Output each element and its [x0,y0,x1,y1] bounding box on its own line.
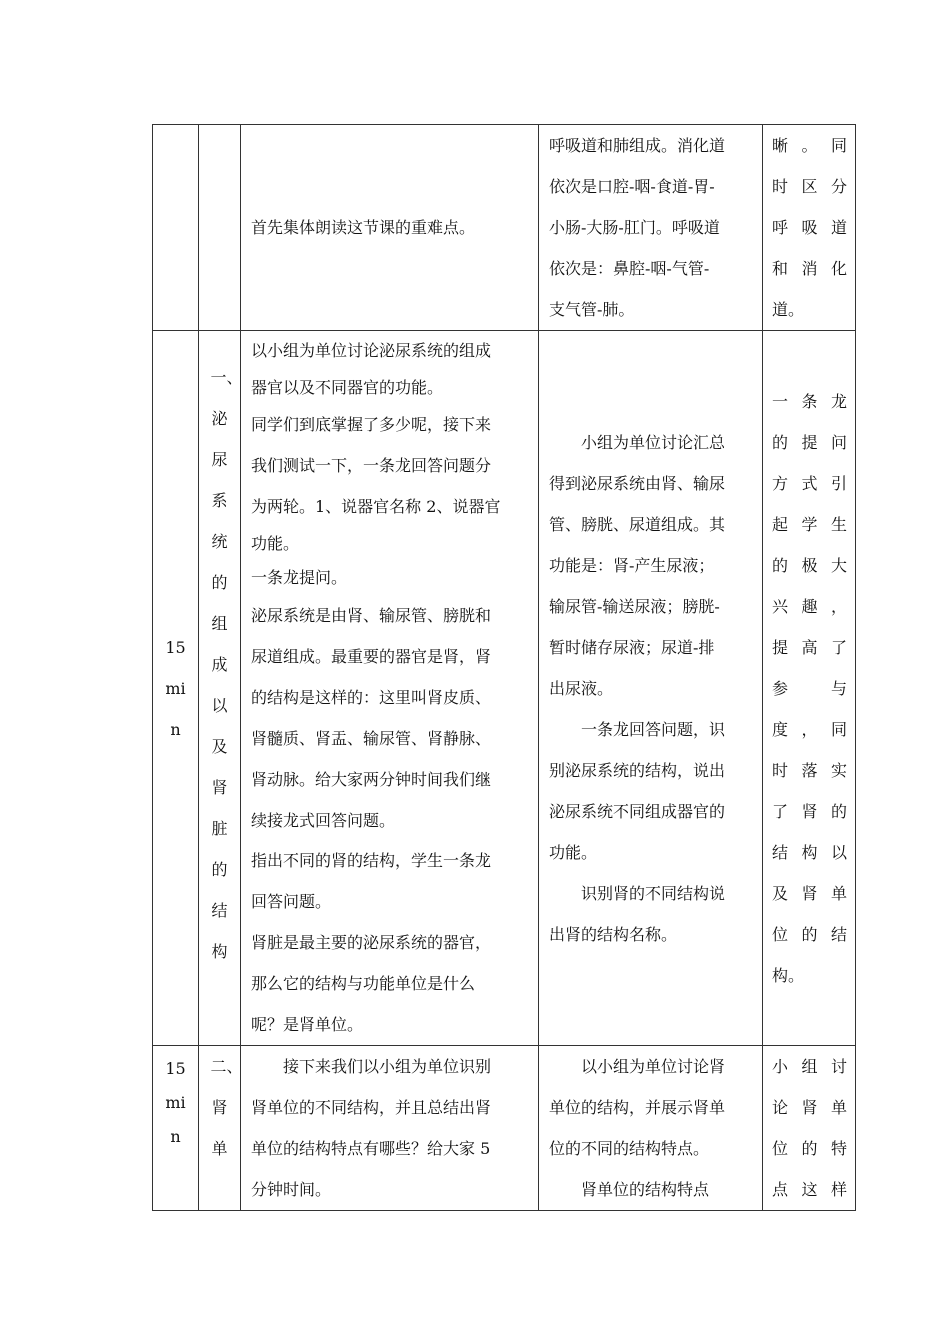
student-line: 支气管-肺。 [549,300,635,319]
intent-line: 小组讨 [772,1057,847,1076]
table-row [153,331,856,1046]
teacher-line: 肾单位的不同结构，并且总结出肾 [251,1098,492,1117]
teacher-line: 单位的结构特点有哪些？给大家 5 [251,1139,491,1158]
step-cell [199,125,241,331]
student-line: 位的不同的结构特点。 [549,1139,710,1158]
teacher-line: 肾动脉。给大家两分钟时间我们继 [251,770,492,789]
intent-line: 晰。同 [772,136,847,155]
intent-line: 呼吸道 [772,218,847,237]
teacher-activity-cell [241,125,539,331]
intent-line: 构。 [772,965,805,985]
student-line: 出尿液。 [549,678,614,698]
teacher-line: 一条龙提问。 [251,568,348,587]
design-intent-cell [763,125,856,331]
step-cell [199,1046,241,1211]
intent-line: 参 与 [772,678,847,698]
teacher-line: 以小组为单位讨论泌尿系统的组成 [251,341,492,360]
student-line: 得到泌尿系统由肾、输尿 [549,473,726,493]
time-text: 15 min [165,637,186,739]
teacher-line: 续接龙式回答问题。 [251,811,396,830]
student-line: 别泌尿系统的结构，说出 [549,760,726,780]
intent-line: 提高了 [772,637,847,657]
student-line: 功能是：肾-产生尿液； [549,555,715,575]
teacher-line: 接下来我们以小组为单位识别 [283,1057,492,1076]
intent-line: 位的特 [772,1139,847,1158]
table-row [153,125,856,331]
intent-line: 结构以 [772,842,847,862]
teacher-line: 同学们到底掌握了多少呢，接下来 [251,415,492,434]
student-line: 呼吸道和肺组成。消化道 [549,136,726,155]
teacher-line: 首先集体朗读这节课的重难点。 [251,218,476,237]
student-line: 输尿管-输送尿液；膀胱- [549,596,720,616]
student-line: 单位的结构，并展示肾单 [549,1098,726,1117]
student-line: 识别肾的不同结构说 [581,883,726,903]
teacher-line: 呢？是肾单位。 [251,1015,364,1034]
intent-line: 的极大 [772,555,847,575]
lesson-plan-table [152,124,856,1211]
student-line: 小组为单位讨论汇总 [581,432,726,452]
design-intent-cell [763,1046,856,1211]
intent-line: 时区分 [772,177,847,196]
intent-line: 及肾单 [772,883,847,903]
teacher-line: 器官以及不同器官的功能。 [251,378,444,397]
student-line: 小肠-大肠-肛门。呼吸道 [549,218,720,237]
student-activity-cell [539,1046,763,1211]
time-cell [153,125,199,331]
teacher-line: 功能。 [251,534,300,553]
student-line: 泌尿系统不同组成器官的 [549,801,726,821]
teacher-line: 肾髓质、肾盂、输尿管、肾静脉、 [251,729,492,748]
teacher-activity-cell [241,1046,539,1211]
student-line: 管、膀胱、尿道组成。其 [549,514,726,534]
design-intent-cell [763,331,856,1046]
intent-line: 论肾单 [772,1098,847,1117]
teacher-line: 泌尿系统是由肾、输尿管、膀胱和 [251,606,492,625]
teacher-activity-cell [241,331,539,1046]
table-row [153,1046,856,1211]
teacher-line: 肾脏是最主要的泌尿系统的器官， [251,933,492,952]
student-activity-cell [539,331,763,1046]
time-cell [153,1046,199,1211]
teacher-line: 那么它的结构与功能单位是什么 [251,974,476,993]
student-activity-cell [539,125,763,331]
student-line: 以小组为单位讨论肾 [581,1057,726,1076]
student-line: 一条龙回答问题，识 [581,719,726,739]
step-text: 二、肾单 [210,1057,243,1158]
step-text: 一、泌尿系统的组成以及肾脏的结构 [210,368,243,961]
time-text: 15 min [165,1059,186,1146]
intent-line: 一条龙 [772,391,847,411]
student-line: 依次是口腔-咽-食道-胃- [549,177,715,196]
intent-line: 的提问 [772,432,847,452]
student-line: 功能。 [549,842,598,862]
teacher-line: 为两轮。1、说器官名称 2、说器官 [251,497,501,516]
student-line: 暂时储存尿液；尿道-排 [549,637,715,657]
teacher-line: 指出不同的肾的结构，学生一条龙 [251,851,492,870]
intent-line: 时落实 [772,760,847,780]
intent-line: 道。 [772,300,805,319]
intent-line: 位的结 [772,924,847,944]
time-cell [153,331,199,1046]
intent-line: 起学生 [772,514,847,534]
teacher-line: 分钟时间。 [251,1180,332,1199]
teacher-line: 的结构是这样的：这里叫肾皮质、 [251,688,492,707]
student-line: 依次是：鼻腔-咽-气管- [549,259,710,278]
teacher-line: 回答问题。 [251,892,332,911]
intent-line: 兴趣， [772,596,847,616]
intent-line: 方式引 [772,473,847,493]
intent-line: 和消化 [772,259,847,278]
student-line: 肾单位的结构特点 [581,1180,710,1199]
intent-line: 点这样 [772,1180,847,1199]
step-cell [199,331,241,1046]
student-line: 出肾的结构名称。 [549,924,678,944]
teacher-line: 尿道组成。最重要的器官是肾，肾 [251,647,492,666]
intent-line: 了肾的 [772,801,847,821]
intent-line: 度，同 [772,719,847,739]
teacher-line: 我们测试一下，一条龙回答问题分 [251,456,492,475]
